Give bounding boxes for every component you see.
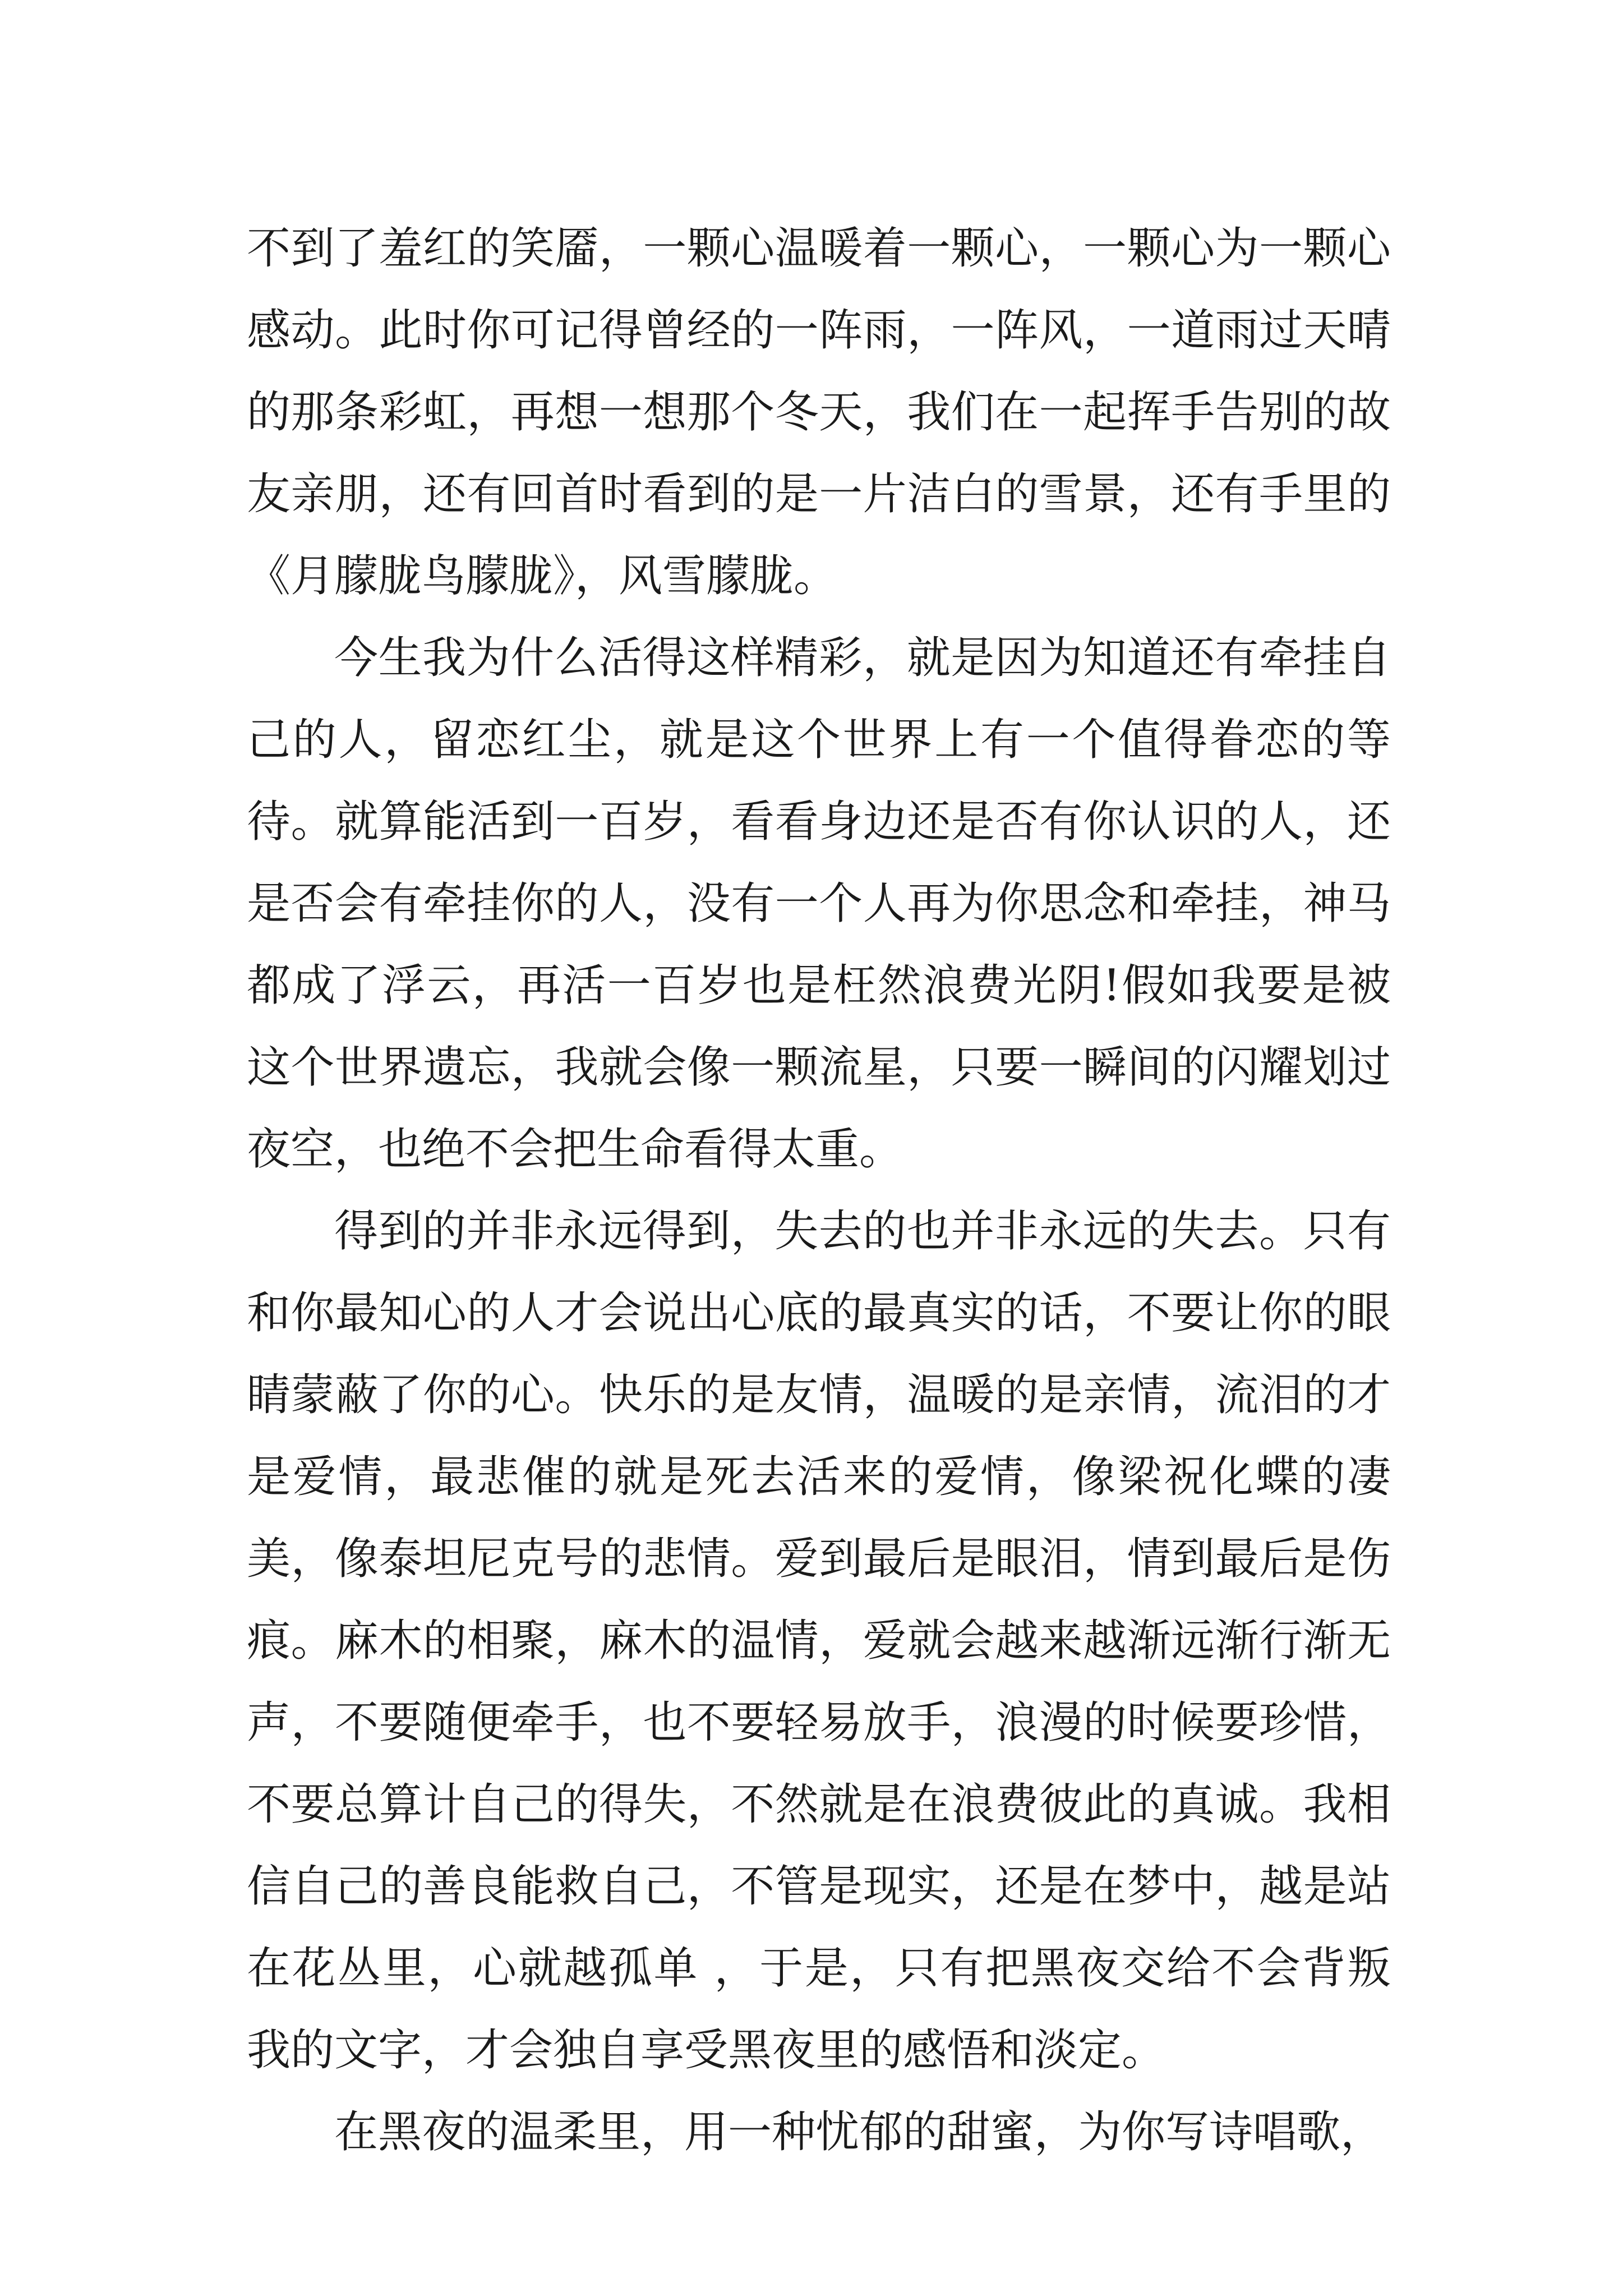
paragraph-2: 今生我为什么活得这样精彩，就是因为知道还有牵挂自己的人，留恋红尘，就是这个世界上有一个值得眷恋的等待。就算能活到一百岁，看看身边还是否有你认识的人，还是否会有牵挂你的人，没有一个人再为你思念和牵挂，神马都成了浮云，再活一百岁也是枉然浪费光阴!假如我要是被这个世界遗忘，我就会像一颗流星，只要一瞬间的闪耀划过夜空，也绝不会把生命看得太重。 bbox=[247, 633, 1391, 1175]
paragraph-3: 得到的并非永远得到，失去的也并非永远的失去。只有和你最知心的人才会说出心底的最真实的话，不要让你的眼睛蒙蔽了你的心。快乐的是友情，温暖的是亲情，流泪的才是爱情，最悲催的就是死去活来的爱情，像梁祝化蝶的凄美，像泰坦尼克号的悲情。爱到最后是眼泪，情到最后是伤痕。麻木的相聚，麻木的温情，爱就会越来越渐远渐行渐无声，不要随便牵手，也不要轻易放手，浪漫的时候要珍惜，不要总算计自己的得失，不然就是在浪费彼此的真诚。我相信自己的善良能救自己，不管是现实，还是在梦中，越是站在花丛里，心就越孤单 ，于是，只有把黑夜交给不会背叛我的文字，才会独自享受黑夜里的感悟和淡定。 bbox=[247, 1206, 1391, 2076]
paragraph-1: 不到了羞红的笑靥，一颗心温暖着一颗心，一颗心为一颗心感动。此时你可记得曾经的一阵雨，一阵风，一道雨过天晴的那条彩虹，再想一想那个冬天，我们在一起挥手告别的故友亲朋，还有回首时看到的是一片洁白的雪景，还有手里的《月朦胧鸟朦胧》，风雪朦胧。 bbox=[247, 223, 1391, 601]
document-body bbox=[247, 208, 1391, 2173]
paragraph-4: 在黑夜的温柔里，用一种忧郁的甜蜜，为你写诗唱歌， bbox=[334, 2107, 1385, 2157]
